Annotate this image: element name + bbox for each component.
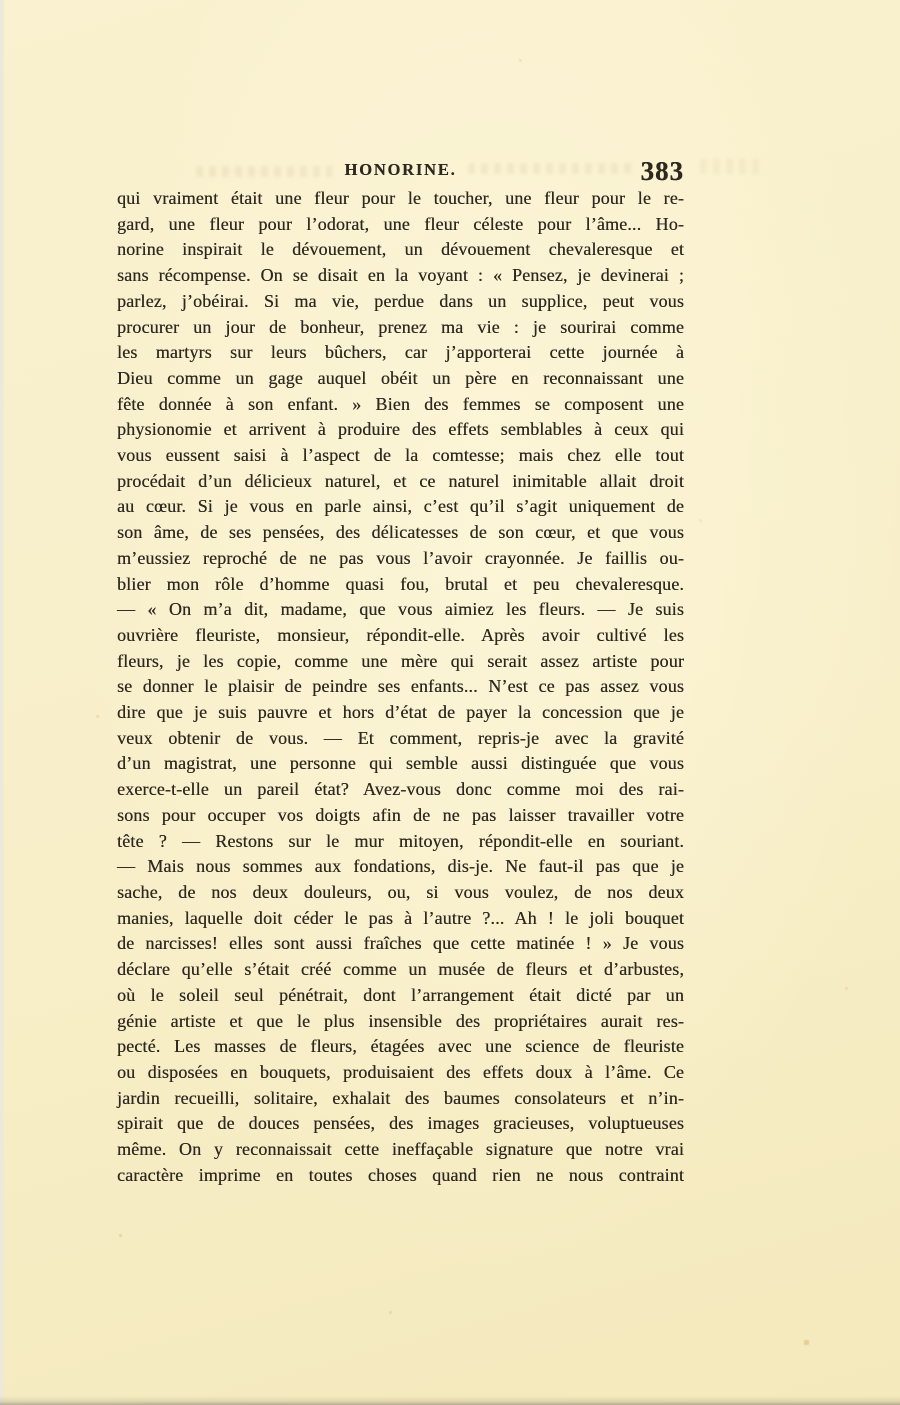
text-line: spirait que de douces pensées, des images gracieuses, voluptueuses [117,1113,684,1134]
left-scan-edge [0,0,5,1405]
text-line: dire que je suis pauvre et hors d’état de payer la concession que je [117,702,684,723]
text-line: caractère imprime en toutes choses quand rien ne nous contraint [117,1164,684,1185]
text-line: ouvrière fleuriste, monsieur, répondit-elle. Après avoir cultivé les [117,624,684,645]
text-line: sache, de nos deux douleurs, ou, si vous voulez, de nos deux [117,881,684,902]
text-line: génie artiste et que le plus insensible des propriétaires aurait res- [117,1010,684,1031]
text-line: norine inspirait le dévouement, un dévouement chevaleresque et [117,239,684,260]
text-line: fête donnée à son enfant. » Bien des femmes se composent une [117,393,684,414]
text-line: blier mon rôle d’homme quasi fou, brutal et peu chevaleresque. [117,573,684,594]
text-line: même. On y reconnaissait cette ineffaçable signature que notre vrai [117,1139,684,1160]
text-line: sans récompense. On se disait en la voyant : « Pensez, je devinerai ; [117,265,684,286]
text-line: vous eussent saisi à l’aspect de la comtesse; mais chez elle tout [117,445,684,466]
text-line: sons pour occuper vos doigts afin de ne pas laisser travailler votre [117,804,684,825]
page-number: 383 [640,156,684,186]
text-line: m’eussiez reproché de ne pas vous l’avoir crayonnée. Je faillis ou- [117,547,684,568]
bottom-scan-edge [0,1396,900,1405]
text-line: — Mais nous sommes aux fondations, dis-je. Ne faut-il pas que je [117,856,684,877]
text-line: ou disposées en bouquets, produisaient des effets doux à l’âme. Ce [117,1061,684,1082]
bleedthrough-artifact [700,159,764,174]
text-line: physionomie et arrivent à produire des effets semblables à ceux qui [117,419,684,440]
text-line: parlez, j’obéirai. Si ma vie, perdue dans un supplice, peut vous [117,290,684,311]
running-title: HONORINE. [344,160,457,179]
text-line: exerce-t-elle un pareil état? Avez-vous donc comme moi des rai- [117,779,684,800]
foxing-specks [0,0,1,1]
text-block [117,186,684,1188]
running-header [117,150,684,186]
text-line: où le soleil seul pénétrait, dont l’arrangement était dicté par un [117,984,684,1005]
text-line: procédait d’un délicieux naturel, et ce naturel inimitable allait droit [117,470,684,491]
text-line: d’un magistrat, une personne qui semble aussi distinguée que vous [117,753,684,774]
text-line: manies, laquelle doit céder le pas à l’autre ?... Ah ! le joli bouquet [117,907,684,928]
text-line: les martyrs sur leurs bûchers, car j’apporterai cette journée à [117,342,684,363]
text-line: jardin recueilli, solitaire, exhalait des baumes consolateurs et n’in- [117,1087,684,1108]
text-line: son âme, de ses pensées, des délicatesses de son cœur, et que vous [117,522,684,543]
text-line: de narcisses! elles sont aussi fraîches que cette matinée ! » Je vous [117,933,684,954]
text-line: se donner le plaisir de peindre ses enfants... N’est ce pas assez vous [117,676,684,697]
text-line: pecté. Les masses de fleurs, étagées avec une science de fleuriste [117,1036,684,1057]
text-line: veux obtenir de vous. — Et comment, repris-je avec la gravité [117,727,684,748]
text-line: Dieu comme un gage auquel obéit un père en reconnaissant une [117,367,684,388]
text-line: tête ? — Restons sur le mur mitoyen, répondit-elle en souriant. [117,830,684,851]
text-line: gard, une fleur pour l’odorat, une fleur céleste pour l’âme... Ho- [117,213,684,234]
text-line: — « On m’a dit, madame, que vous aimiez les fleurs. — Je suis [117,599,684,620]
text-line: au cœur. Si je vous en parle ainsi, c’est qu’il s’agit uniquement de [117,496,684,517]
text-line: déclare qu’elle s’était créé comme un musée de fleurs et d’arbustes, [117,959,684,980]
text-line: fleurs, je les copie, comme une mère qui serait assez artiste pour [117,650,684,671]
text-line: procurer un jour de bonheur, prenez ma vie : je sourirai comme [117,316,684,337]
text-line: qui vraiment était une fleur pour le toucher, une fleur pour le re- [117,188,684,208]
